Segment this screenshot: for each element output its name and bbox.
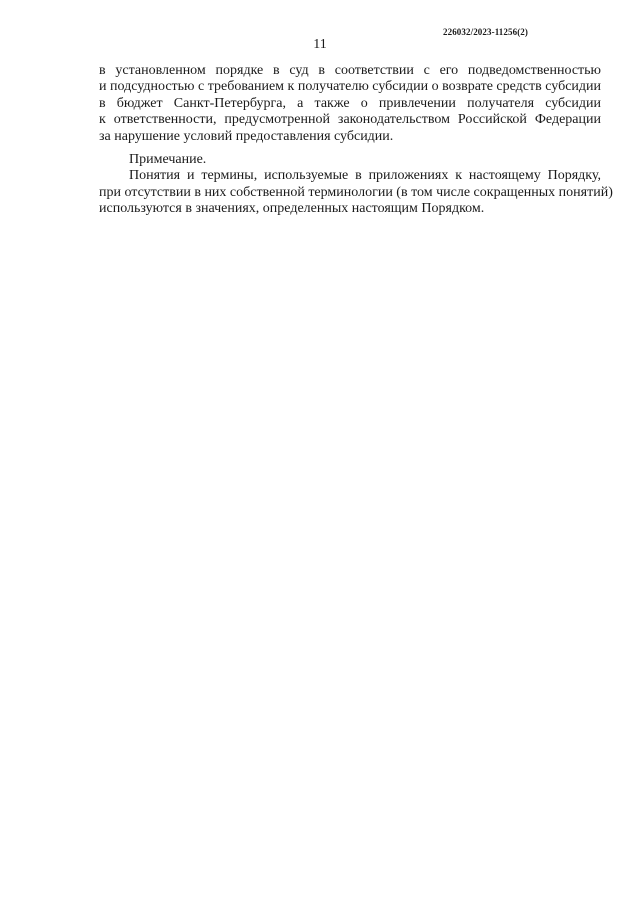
note-line: при отсутствии в них собственной терминологии (в том числе сокращенных понятий) — [99, 184, 613, 200]
paragraph-continuation — [99, 63, 601, 145]
document-registration-number: 226032/2023-11256(2) — [443, 27, 528, 37]
note-line: используются в значениях, определенных настоящим Порядком. — [99, 201, 485, 217]
paragraph-line: к ответственности, предусмотренной законодательством Российской Федерации — [99, 112, 601, 128]
note-section — [99, 152, 613, 218]
paragraph-line: и подсудностью с требованием к получателю субсидии о возврате средств субсидии — [99, 79, 602, 95]
note-line: Понятия и термины, используемые в приложениях к настоящему Порядку, — [129, 168, 601, 184]
paragraph-line: в установленном порядке в суд в соответствии с его подведомственностью — [99, 63, 601, 78]
paragraph-line: за нарушение условий предоставления субсидии. — [99, 128, 394, 144]
page-number: 11 — [313, 37, 327, 52]
note-heading: Примечание. — [129, 152, 207, 167]
paragraph-line: в бюджет Санкт-Петербурга, а также о привлечении получателя субсидии — [99, 95, 601, 111]
